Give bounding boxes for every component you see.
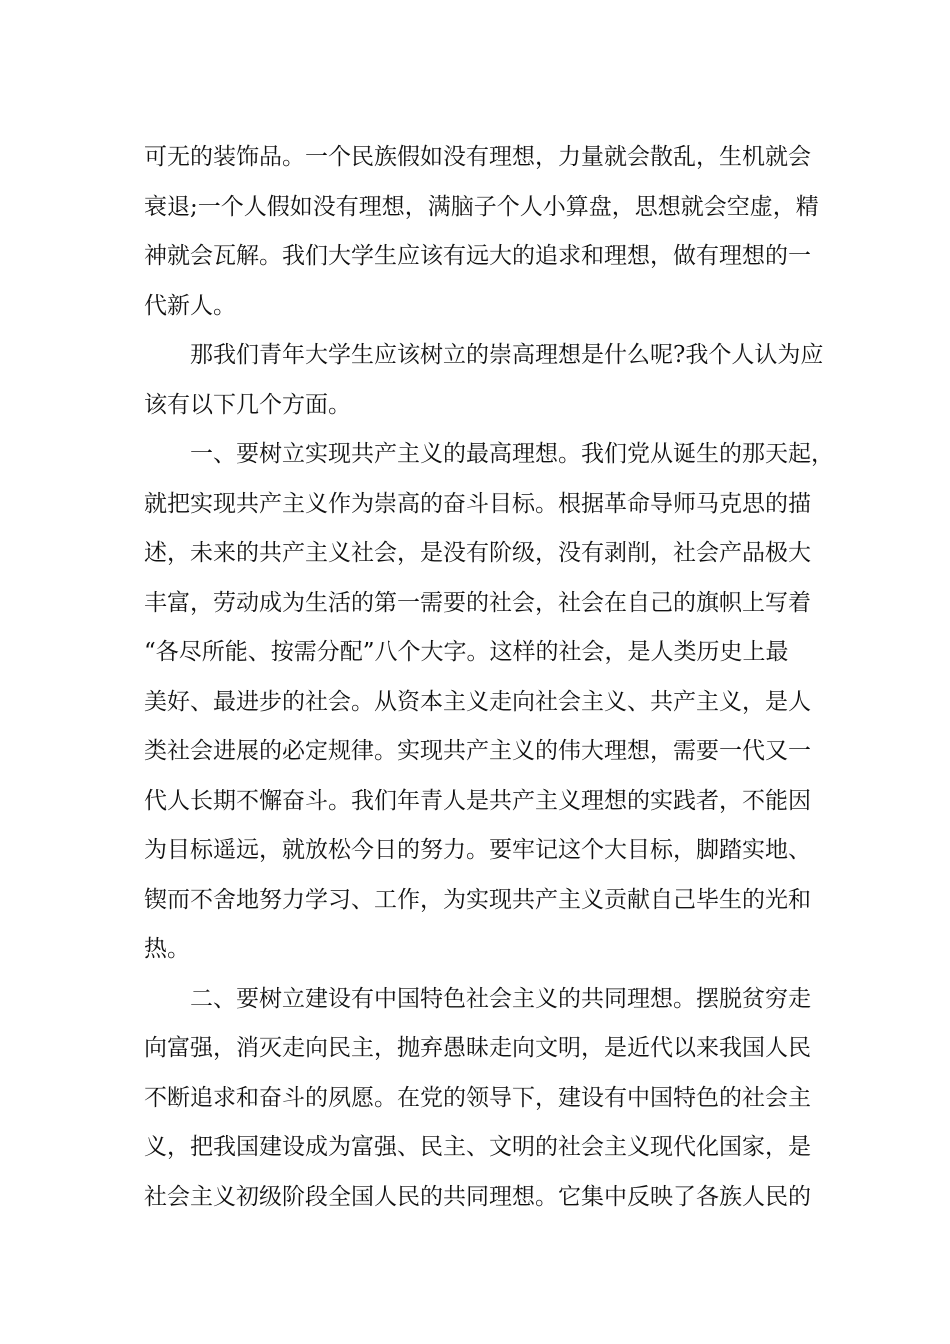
text-line: 那我们青年大学生应该树立的崇高理想是什么呢?我个人认为应 (190, 342, 824, 368)
text-line: 二、要树立建设有中国特色社会主义的共同理想。摆脱贫穷走 (190, 985, 811, 1012)
text-line: 为目标遥远，就放松今日的努力。要牢记这个大目标，脚踏实地、 (144, 837, 811, 863)
text-line: 类社会进展的必定规律。实现共产主义的伟大理想，需要一代又一 (144, 738, 811, 764)
text-line: 述，未来的共产主义社会，是没有阶级，没有剥削，社会产品极大 (144, 540, 811, 566)
text-line: 美好、最进步的社会。从资本主义走向社会主义、共产主义，是人 (144, 688, 811, 715)
text-line: 就把实现共产主义作为崇高的奋斗目标。根据革命导师马克思的描 (144, 490, 811, 517)
text-line: 社会主义初级阶段全国人民的共同理想。它集中反映了各族人民的 (144, 1183, 811, 1210)
text-line: 代人长期不懈奋斗。我们年青人是共产主义理想的实践者，不能因 (144, 787, 811, 814)
text-line: 向富强，消灭走向民主，抛弃愚昧走向文明，是近代以来我国人民 (144, 1035, 811, 1061)
text-line: 该有以下几个方面。 (144, 391, 351, 418)
text-line: 可无的装饰品。一个民族假如没有理想，力量就会散乱，生机就会 (144, 144, 811, 170)
text-line: 衰退;一个人假如没有理想，满脑子个人小算盘，思想就会空虚，精 (144, 193, 819, 220)
text-line: 锲而不舍地努力学习、工作，为实现共产主义贡献自己毕生的光和 (144, 886, 811, 913)
text-line: 一、要树立实现共产主义的最高理想。我们党从诞生的那天起， (190, 441, 834, 467)
text-line: 丰富，劳动成为生活的第一需要的社会，社会在自己的旗帜上写着 (144, 589, 811, 616)
text-line: 义，把我国建设成为富强、民主、文明的社会主义现代化国家，是 (144, 1134, 811, 1160)
paragraph (144, 331, 824, 430)
text-line: 神就会瓦解。我们大学生应该有远大的追求和理想，做有理想的一 (144, 243, 811, 269)
paragraph (144, 430, 834, 975)
paragraph (144, 975, 810, 1223)
text-line: 不断追求和奋斗的夙愿。在党的领导下，建设有中国特色的社会主 (144, 1084, 811, 1111)
paragraph (144, 133, 819, 331)
text-line: 代新人。 (144, 292, 236, 319)
text-line: 热。 (144, 936, 190, 962)
document-body (144, 133, 834, 1222)
text-line: “各尽所能、按需分配”八个大字。这样的社会，是人类历史上最 (144, 639, 789, 665)
